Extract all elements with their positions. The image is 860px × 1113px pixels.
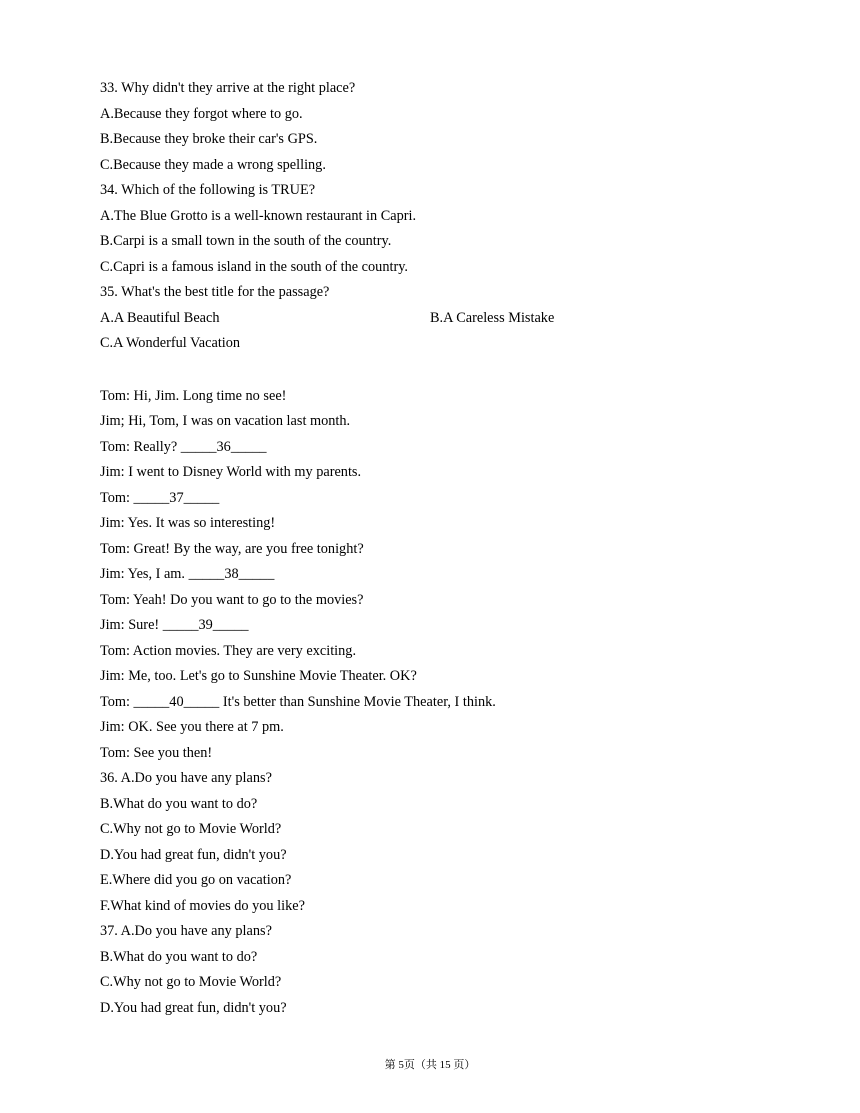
option-37d: D.You had great fun, didn't you? bbox=[100, 999, 287, 1016]
option-34b: B.Carpi is a small town in the south of the country. bbox=[100, 233, 392, 249]
dialogue-line: Tom: Action movies. They are very exciting. bbox=[100, 642, 357, 659]
option-36d: D.You had great fun, didn't you? bbox=[100, 846, 287, 863]
option-37b: B.What do you want to do? bbox=[100, 948, 258, 965]
option-33c: C.Because they made a wrong spelling. bbox=[100, 156, 326, 173]
question-35: 35. What's the best title for the passage? bbox=[100, 284, 330, 300]
option-35c: C.A Wonderful Vacation bbox=[100, 335, 241, 351]
dialogue-line: Jim; Hi, Tom, I was on vacation last month. bbox=[100, 413, 351, 429]
dialogue bbox=[100, 384, 760, 767]
option-36e: E.Where did you go on vacation? bbox=[100, 872, 292, 888]
option-36a: 36. A.Do you have any plans? bbox=[100, 770, 272, 786]
dialogue-line: Tom: Really? _____36_____ bbox=[100, 438, 267, 455]
page-content bbox=[100, 76, 760, 1021]
option-35b: B.A Careless Mistake bbox=[430, 309, 555, 326]
dialogue-line: Jim: I went to Disney World with my parents. bbox=[100, 464, 362, 480]
page-footer: 第 5页（共 15 页） bbox=[384, 1059, 476, 1071]
option-34a: A.The Blue Grotto is a well-known restaurant in Capri. bbox=[100, 207, 417, 224]
dialogue-line: Tom: Yeah! Do you want to go to the movies? bbox=[100, 591, 364, 608]
dialogue-line: Tom: _____40_____ It's better than Sunshine Movie Theater, I think. bbox=[100, 693, 496, 710]
dialogue-line: Jim: Me, too. Let's go to Sunshine Movie Theater. OK? bbox=[100, 668, 417, 684]
dialogue-line: Tom: See you then! bbox=[100, 744, 213, 761]
option-34c: C.Capri is a famous island in the south of the country. bbox=[100, 258, 408, 275]
option-33a: A.Because they forgot where to go. bbox=[100, 105, 303, 122]
option-36f: F.What kind of movies do you like? bbox=[100, 897, 305, 914]
q35-options-row bbox=[100, 306, 760, 332]
reading-questions bbox=[100, 76, 760, 357]
option-33b: B.Because they broke their car's GPS. bbox=[100, 131, 318, 147]
dialogue-line: Jim: Yes, I am. _____38_____ bbox=[100, 566, 275, 582]
dialogue-line: Jim: OK. See you there at 7 pm. bbox=[100, 719, 284, 735]
question-33: 33. Why didn't they arrive at the right place? bbox=[100, 80, 356, 96]
question-36-options bbox=[100, 766, 760, 919]
option-35a: A.A Beautiful Beach bbox=[100, 309, 220, 326]
question-37-options bbox=[100, 919, 760, 1021]
dialogue-line: Tom: Hi, Jim. Long time no see! bbox=[100, 387, 287, 404]
dialogue-line: Tom: _____37_____ bbox=[100, 489, 220, 506]
option-36c: C.Why not go to Movie World? bbox=[100, 821, 282, 837]
dialogue-line: Jim: Sure! _____39_____ bbox=[100, 617, 249, 633]
section-gap bbox=[100, 357, 760, 384]
dialogue-line: Jim: Yes. It was so interesting! bbox=[100, 515, 276, 531]
question-34: 34. Which of the following is TRUE? bbox=[100, 182, 316, 198]
dialogue-line: Tom: Great! By the way, are you free tonight? bbox=[100, 540, 364, 557]
option-36b: B.What do you want to do? bbox=[100, 795, 258, 812]
option-37c: C.Why not go to Movie World? bbox=[100, 974, 282, 990]
option-37a: 37. A.Do you have any plans? bbox=[100, 923, 272, 939]
